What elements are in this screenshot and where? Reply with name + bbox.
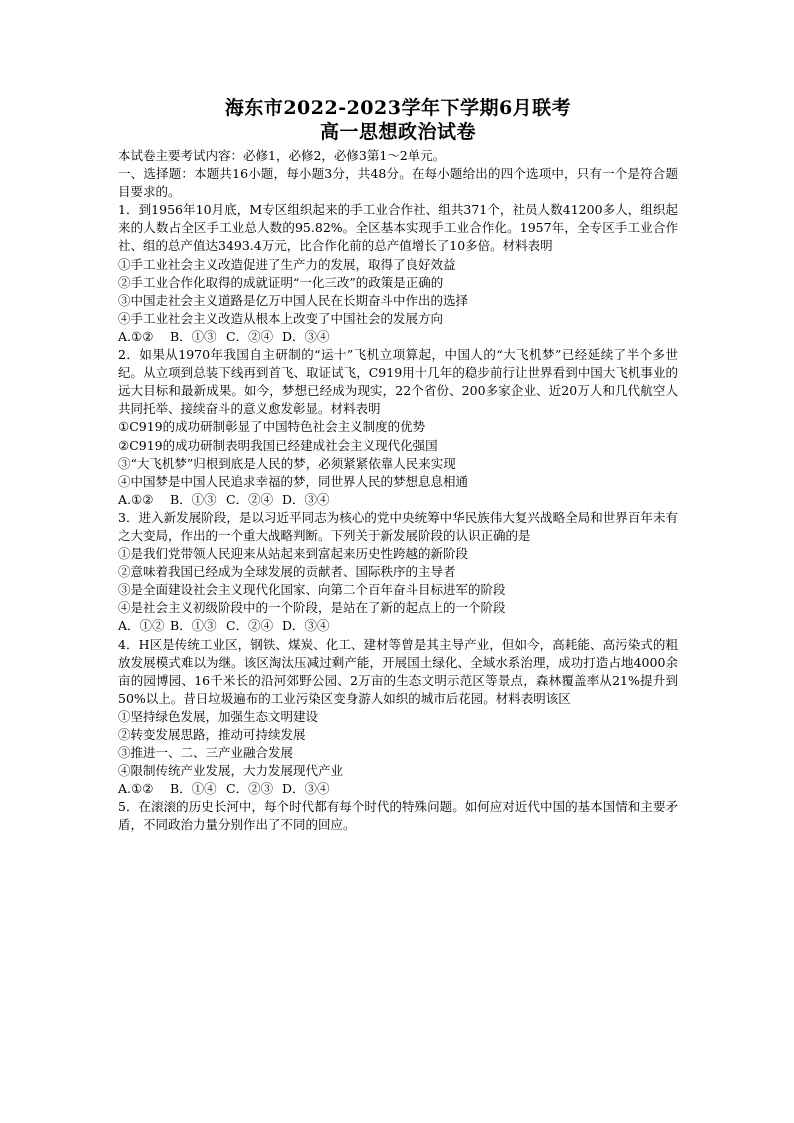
question-1 [118,201,678,346]
question-stem: 1．到1956年10月底，M专区组织起来的手工业合作社、组共371个，社员人数41200多人，组织起来的人数占全区手工业总人数的95.82%。全区基本实现手工业合作化。1957年，全专区手工业合作社、组的总产值达3493.4万元，比合作化前的总产值增长了10多倍。材料表明 [118,202,678,254]
question-2 [118,346,678,509]
question-5 [118,798,678,834]
option-statement: ①是我们党带领人民迎来从站起来到富起来历史性跨越的新阶段 [118,546,469,562]
choice-b: B．①③ [170,491,217,507]
choice-a: A.①② [118,328,154,344]
question-stem: 5．在滚滚的历史长河中，每个时代都有每个时代的特殊问题。如何应对近代中国的基本国情和主要矛盾，不同政治力量分别作出了不同的回应。 [118,799,678,833]
option-statement: ②手工业合作化取得的成就证明“一化三改”的政策是正确的 [118,274,444,290]
option-statement: ①C919的成功研制彰显了中国特色社会主义制度的优势 [118,419,426,435]
question-3 [118,509,678,636]
choice-b: B．①③ [170,618,217,634]
choice-b: B．①③ [170,328,217,344]
option-statement: ③中国走社会主义道路是亿万中国人民在长期奋斗中作出的选择 [118,292,469,308]
choice-d: D．③④ [282,781,330,797]
option-statement: ③推进一、二、三产业融合发展 [118,745,294,761]
choice-a: A.①② [118,491,154,507]
option-statement: ④手工业社会主义改造从根本上改变了中国社会的发展方向 [118,310,444,326]
option-statement: ④限制传统产业发展，大力发展现代产业 [118,763,344,779]
choice-d: D．③④ [282,491,330,507]
answer-choices [118,617,678,635]
option-statement: ②转变发展思路，推动可持续发展 [118,727,306,742]
choice-a: A．①② [118,618,165,634]
section-instructions: 一、选择题：本题共16小题，每小题3分，共48分。在每小题给出的四个选项中，只有一个是符合题目要求的。 [118,166,678,200]
exam-scope: 本试卷主要考试内容：必修1，必修2，必修3第1～2单元。 [118,148,446,163]
question-stem: 3．进入新发展阶段，是以习近平同志为核心的党中央统筹中华民族伟大复兴战略全局和世界百年未有之大变局，作出的一个重大战略判断。下列关于新发展阶段的认识正确的是 [118,509,678,543]
option-statement: ①坚持绿色发展，加强生态文明建设 [118,708,319,724]
option-statement: ④中国梦是中国人民追求幸福的梦，同世界人民的梦想息息相通 [118,473,469,489]
option-statement: ③是全面建设社会主义现代化国家、向第二个百年奋斗目标进军的阶段 [118,582,506,598]
answer-choices [118,780,678,798]
choice-d: D．③④ [282,618,330,634]
choice-a: A.①② [118,781,154,797]
page-title: 海东市2022-2023学年下学期6月联考 [224,97,572,119]
answer-choices [118,328,678,346]
question-4 [118,636,678,799]
exam-page [118,96,678,835]
choice-c: C．②③ [226,781,274,797]
option-statement: ③“大飞机梦”归根到底是人民的梦，必须紧紧依靠人民来实现 [118,455,456,471]
option-statement: ②意味着我国已经成为全球发展的贡献者、国际秩序的主导者 [118,564,456,580]
choice-c: C．②④ [226,491,274,507]
question-stem: 2．如果从1970年我国自主研制的“运十”飞机立项算起，中国人的“大飞机梦”已经延续了半个多世纪。从立项到总装下线再到首飞、取证试飞，C919用十几年的稳步前行让世界看到中国大飞机事业的远大目标和最新成果。如今，梦想已经成为现实，22个省份、200多家企业、近20万人和几代航空人共同托举、接续奋斗的意义愈发彰显。材料表明 [118,347,678,417]
option-statement: ④是社会主义初级阶段中的一个阶段，是站在了新的起点上的一个阶段 [118,600,506,616]
choice-c: C．②④ [226,618,274,634]
choice-d: D．③④ [282,328,330,344]
choice-c: C．②④ [226,328,274,344]
answer-choices [118,491,678,509]
option-statement: ①手工业社会主义改造促进了生产力的发展，取得了良好效益 [118,256,456,272]
question-stem: 4．H区是传统工业区，钢铁、煤炭、化工、建材等曾是其主导产业，但如今，高耗能、高污染式的粗放发展模式难以为继。该区淘汰压减过剩产能，开展国土绿化、全域水系治理，成功打造占地4000余亩的园博园、16千米长的沿河郊野公园、2万亩的生态文明示范区等景点，森林覆盖率从21%提升到50%以上。昔日垃圾遍布的工业污染区变身游人如织的城市后花园。材料表明该区 [118,636,678,706]
choice-b: B．①④ [170,781,217,797]
page-subtitle: 高一思想政治试卷 [319,121,476,143]
option-statement: ②C919的成功研制表明我国已经建成社会主义现代化强国 [118,437,438,453]
